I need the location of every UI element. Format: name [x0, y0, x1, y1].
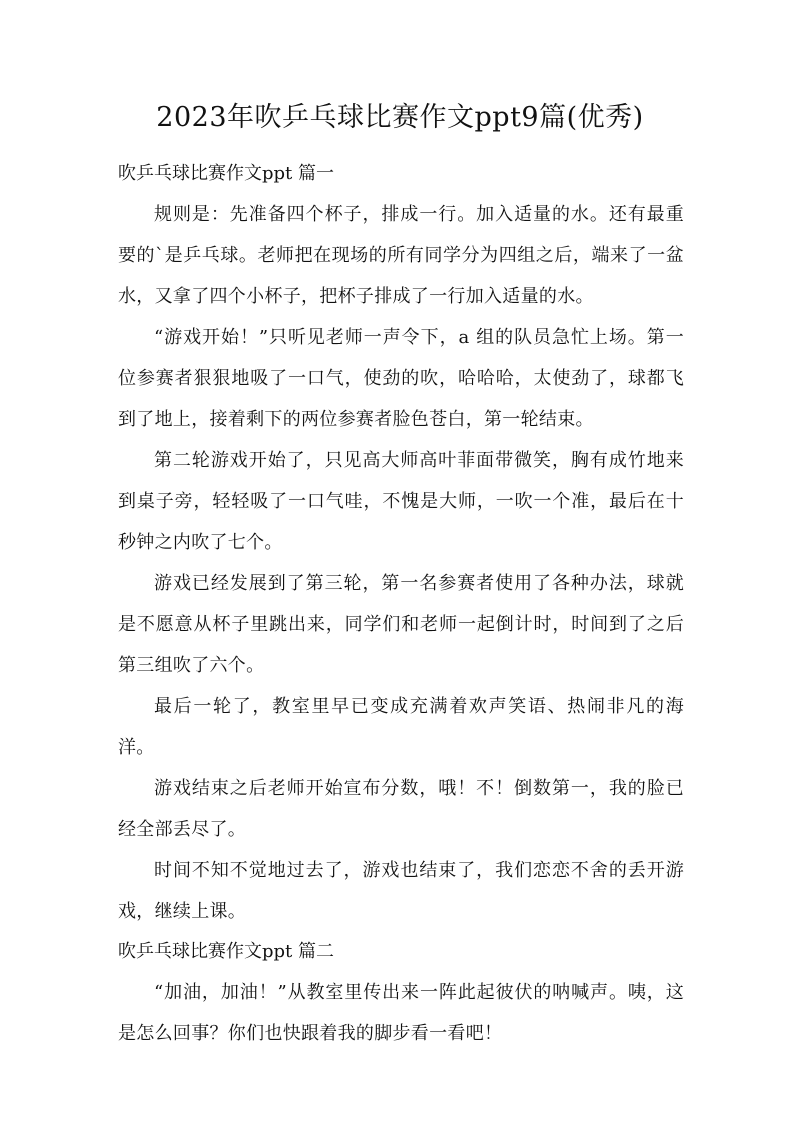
paragraph: 第二轮游戏开始了，只见高大师高叶菲面带微笑，胸有成竹地来到桌子旁，轻轻吸了一口气哇，不愧是大师，一吹一个准，最后在十秒钟之内吹了七个。 — [118, 450, 684, 553]
paragraph: 规则是：先准备四个杯子，排成一行。加入适量的水。还有最重要的`是乒乓球。老师把在现场的所有同学分为四组之后，端来了一盆水，又拿了四个小杯子，把杯子排成了一行加入适量的水。 — [118, 204, 684, 307]
section-heading-2: 吹乒乓球比赛作文ppt 篇二 — [118, 941, 334, 962]
document-body — [118, 154, 684, 1054]
paragraph: 游戏结束之后老师开始宣布分数，哦！不！倒数第一，我的脸已经全部丢尽了。 — [118, 778, 684, 840]
document-title: 2023年吹乒乓球比赛作文ppt9篇(优秀) — [156, 102, 644, 133]
paragraph: 最后一轮了，教室里早已变成充满着欢声笑语、热闹非凡的海洋。 — [118, 696, 684, 758]
paragraph: “游戏开始！”只听见老师一声令下，a 组的队员急忙上场。第一位参赛者狠狠地吸了一口气，使劲的吹，哈哈哈，太使劲了，球都飞到了地上，接着剩下的两位参赛者脸色苍白，第一轮结束。 — [118, 327, 684, 430]
paragraph: 时间不知不觉地过去了，游戏也结束了，我们恋恋不舍的丢开游戏，继续上课。 — [118, 860, 684, 922]
section-heading-1: 吹乒乓球比赛作文ppt 篇一 — [118, 163, 334, 184]
paragraph: 游戏已经发展到了第三轮，第一名参赛者使用了各种办法，球就是不愿意从杯子里跳出来，同学们和老师一起倒计时，时间到了之后第三组吹了六个。 — [118, 573, 684, 676]
paragraph: “加油，加油！”从教室里传出来一阵此起彼伏的呐喊声。咦，这是怎么回事？你们也快跟着我的脚步看一看吧！ — [118, 982, 684, 1044]
